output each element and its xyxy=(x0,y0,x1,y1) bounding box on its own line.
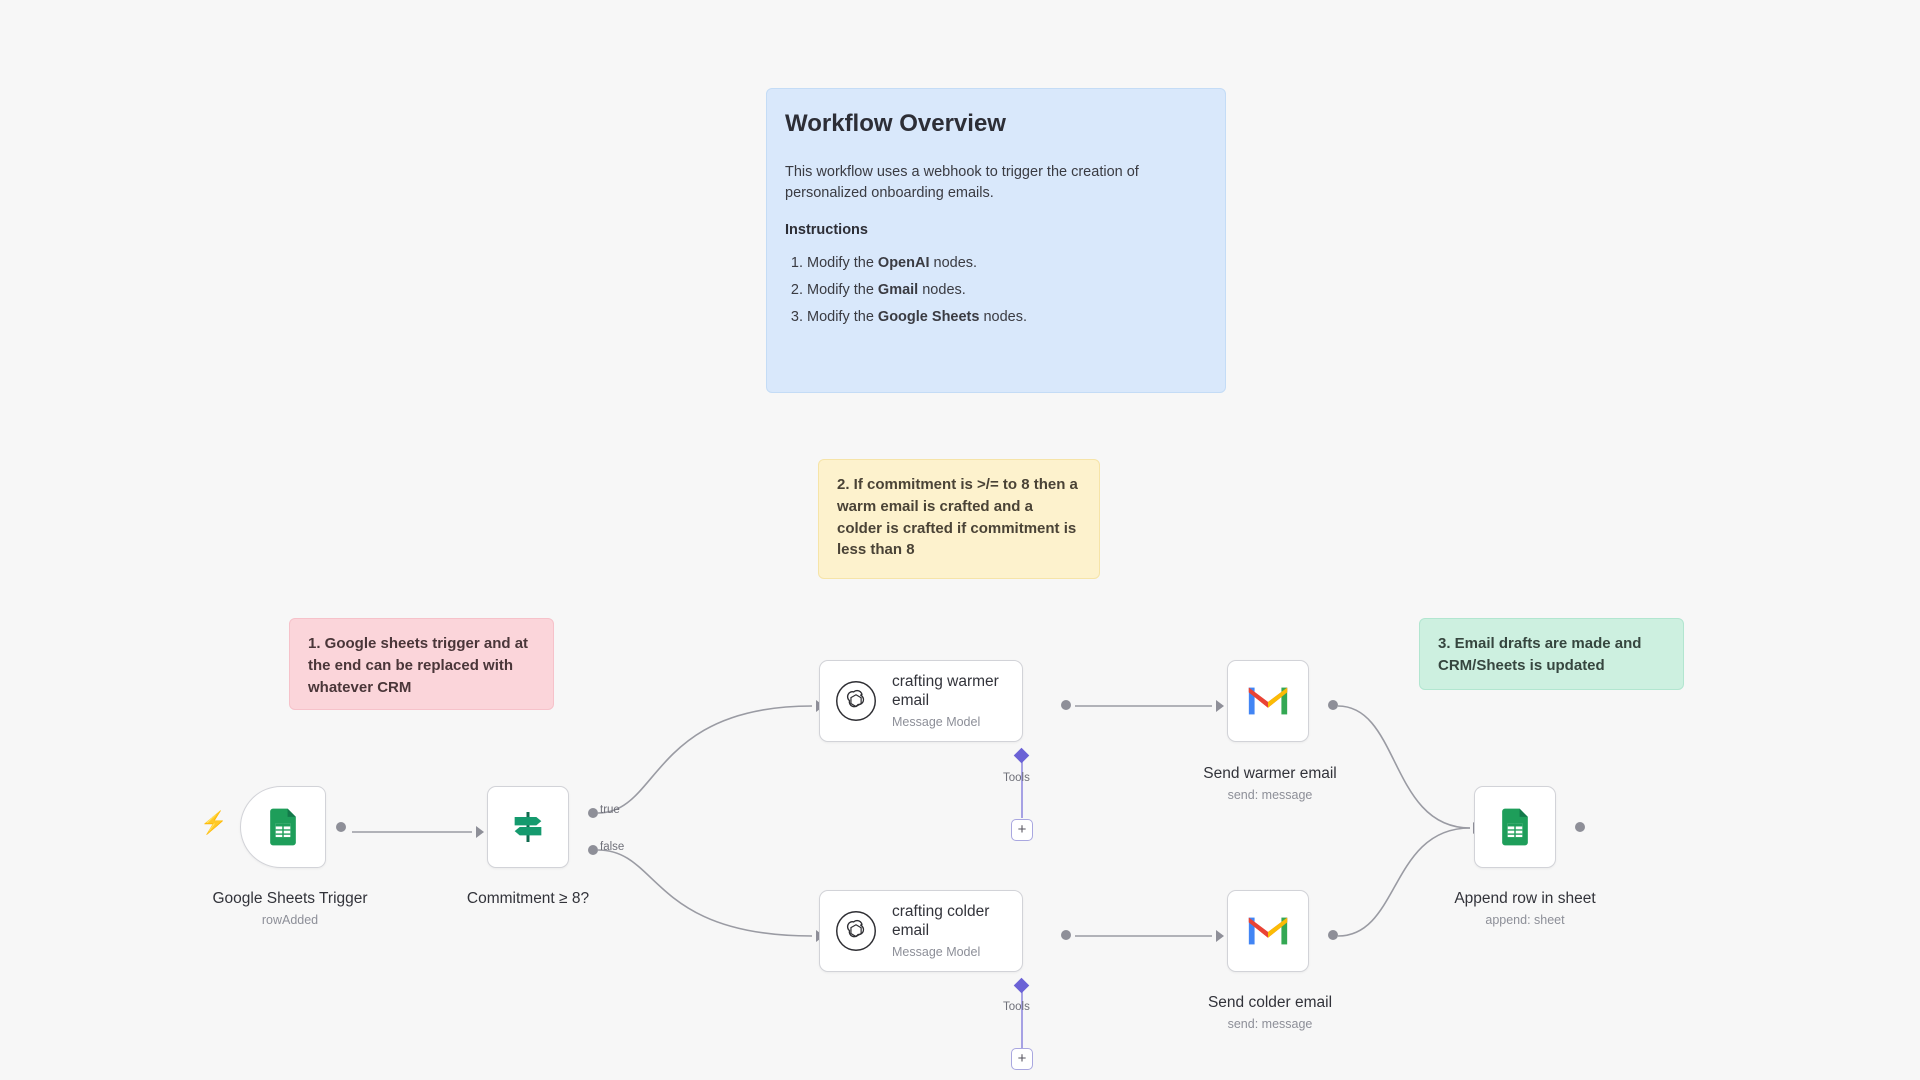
tools-label-warm-agent: Tools xyxy=(1003,772,1030,784)
gmail-icon xyxy=(1245,913,1291,949)
overview-instructions-list xyxy=(785,253,1207,328)
node-sublabel: rowAdded xyxy=(261,913,319,927)
node-label-send-colder-email: Send colder email send: message xyxy=(1170,994,1370,1031)
overview-instructions-heading: Instructions xyxy=(785,221,868,238)
node-crafting-colder-email[interactable] xyxy=(819,890,1023,972)
output-port-send-warm[interactable] xyxy=(1328,700,1338,710)
google-sheets-icon xyxy=(261,805,305,849)
list-item: 3. Modify the Google Sheets nodes. xyxy=(807,307,1207,328)
openai-icon xyxy=(834,909,878,953)
tools-port-warm-agent[interactable] xyxy=(1014,748,1030,764)
overview-title: Workflow Overview xyxy=(785,110,1006,137)
output-port-append-sheet[interactable] xyxy=(1575,822,1585,832)
sticky-note-step-1[interactable]: 1. Google sheets trigger and at the end can be replaced with whatever CRM xyxy=(289,618,554,710)
output-port-switch-false[interactable] xyxy=(588,845,598,855)
node-crafting-warmer-email[interactable] xyxy=(819,660,1023,742)
node-sublabel: send: message xyxy=(1227,788,1313,802)
overview-paragraph: This workflow uses a webhook to trigger the creation of personalized onboarding emails. xyxy=(785,163,1139,201)
tools-port-cold-agent[interactable] xyxy=(1014,978,1030,994)
google-sheets-icon xyxy=(1493,805,1537,849)
node-subtitle-warm-agent: Message Model xyxy=(892,714,981,729)
list-item: 1. Modify the OpenAI nodes. xyxy=(807,253,1207,274)
node-google-sheets-trigger[interactable] xyxy=(240,786,326,868)
node-label-send-warmer-email: Send warmer email send: message xyxy=(1170,765,1370,802)
output-label-false: false xyxy=(600,841,625,853)
sticky-note-overview[interactable] xyxy=(766,88,1226,393)
node-title-cold-agent: crafting colder email xyxy=(892,903,990,939)
output-port-trigger[interactable] xyxy=(336,822,346,832)
switch-icon xyxy=(508,807,548,847)
output-port-cold-agent[interactable] xyxy=(1061,930,1071,940)
input-arrow-switch xyxy=(476,826,484,838)
node-label-append-row-in-sheet: Append row in sheet append: sheet xyxy=(1425,890,1625,927)
node-label-commitment-switch: Commitment ≥ 8? xyxy=(466,890,590,907)
openai-icon xyxy=(834,679,878,723)
input-arrow-send-cold xyxy=(1216,930,1224,942)
node-sublabel: send: message xyxy=(1227,1017,1313,1031)
node-label-google-sheets-trigger: Google Sheets Trigger rowAdded xyxy=(195,890,385,927)
add-tool-button-warm[interactable]: + xyxy=(1011,819,1033,841)
list-item: 2. Modify the Gmail nodes. xyxy=(807,280,1207,301)
output-port-send-cold[interactable] xyxy=(1328,930,1338,940)
node-title-warm-agent: crafting warmer email xyxy=(892,673,999,709)
node-send-colder-email[interactable] xyxy=(1227,890,1309,972)
add-tool-button-cold[interactable]: + xyxy=(1011,1048,1033,1070)
output-label-true: true xyxy=(600,804,620,816)
output-port-warm-agent[interactable] xyxy=(1061,700,1071,710)
tools-label-cold-agent: Tools xyxy=(1003,1001,1030,1013)
sticky-note-step-2[interactable]: 2. If commitment is >/= to 8 then a warm email is crafted and a colder is crafted if commitment is less than 8 xyxy=(818,459,1100,579)
node-send-warmer-email[interactable] xyxy=(1227,660,1309,742)
trigger-bolt-icon: ⚡ xyxy=(200,810,228,835)
node-append-row-in-sheet[interactable] xyxy=(1474,786,1556,868)
input-arrow-send-warm xyxy=(1216,700,1224,712)
node-subtitle-cold-agent: Message Model xyxy=(892,944,981,959)
gmail-icon xyxy=(1245,683,1291,719)
node-commitment-switch[interactable] xyxy=(487,786,569,868)
output-port-switch-true[interactable] xyxy=(588,808,598,818)
node-sublabel: append: sheet xyxy=(1485,913,1565,927)
sticky-note-step-3[interactable]: 3. Email drafts are made and CRM/Sheets is updated xyxy=(1419,618,1684,690)
